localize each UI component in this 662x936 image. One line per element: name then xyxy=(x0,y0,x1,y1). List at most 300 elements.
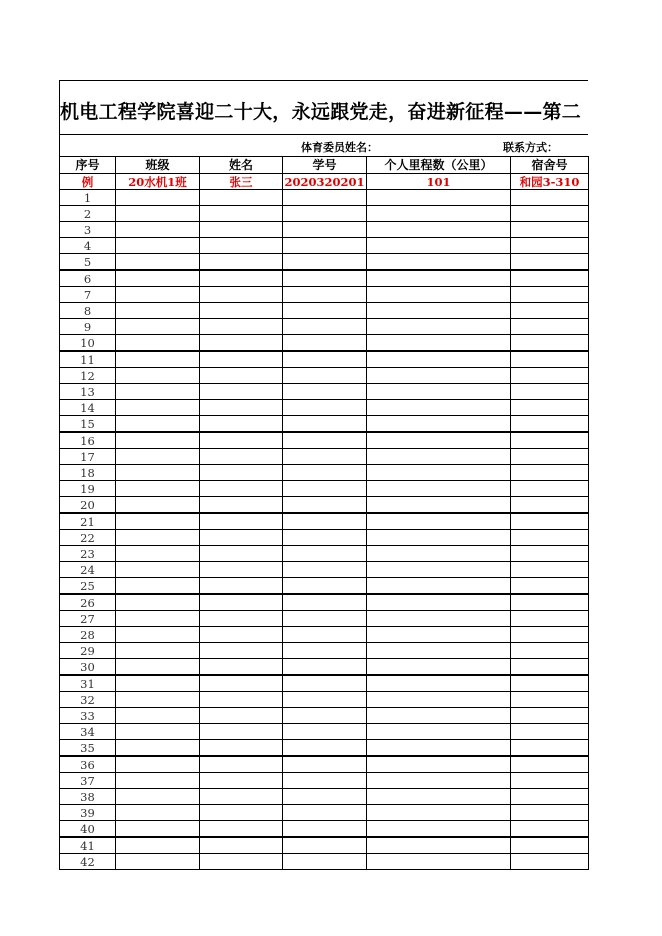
name-cell[interactable] xyxy=(200,692,283,708)
name-cell[interactable] xyxy=(200,416,283,433)
table-row xyxy=(60,805,589,821)
class-cell[interactable] xyxy=(116,497,200,514)
mileage-cell[interactable] xyxy=(367,627,511,643)
student-id-cell[interactable] xyxy=(283,368,367,384)
mileage-cell[interactable] xyxy=(367,562,511,578)
class-cell[interactable] xyxy=(116,222,200,238)
row-index-cell[interactable]: 35 xyxy=(60,740,116,757)
dorm-cell[interactable] xyxy=(511,708,589,724)
dorm-cell[interactable] xyxy=(511,578,589,595)
class-cell[interactable] xyxy=(116,708,200,724)
dorm-cell[interactable] xyxy=(511,530,589,546)
mileage-cell[interactable] xyxy=(367,254,511,271)
name-cell[interactable] xyxy=(200,854,283,870)
mileage-cell[interactable] xyxy=(367,578,511,595)
table-row xyxy=(60,530,589,546)
example-name[interactable]: 张三 xyxy=(200,174,283,190)
student-id-cell[interactable] xyxy=(283,627,367,643)
class-cell[interactable] xyxy=(116,513,200,530)
name-cell[interactable] xyxy=(200,724,283,740)
dorm-cell[interactable] xyxy=(511,368,589,384)
dorm-cell[interactable] xyxy=(511,222,589,238)
class-cell[interactable] xyxy=(116,384,200,400)
class-cell[interactable] xyxy=(116,756,200,773)
row-index-cell[interactable]: 5 xyxy=(60,254,116,271)
mileage-cell[interactable] xyxy=(367,513,511,530)
row-index-cell[interactable]: 17 xyxy=(60,449,116,465)
class-cell[interactable] xyxy=(116,594,200,611)
table-row xyxy=(60,416,589,433)
row-index-cell[interactable]: 3 xyxy=(60,222,116,238)
table-row xyxy=(60,190,589,206)
column-header-name[interactable]: 姓名 xyxy=(200,157,283,174)
student-id-cell[interactable] xyxy=(283,611,367,627)
class-cell[interactable] xyxy=(116,675,200,692)
class-cell[interactable] xyxy=(116,287,200,303)
mileage-cell[interactable] xyxy=(367,190,511,206)
student-id-cell[interactable] xyxy=(283,432,367,449)
mileage-cell[interactable] xyxy=(367,724,511,740)
mileage-cell[interactable] xyxy=(367,594,511,611)
student-id-cell[interactable] xyxy=(283,805,367,821)
row-index-cell[interactable]: 25 xyxy=(60,578,116,595)
dorm-cell[interactable] xyxy=(511,254,589,271)
mileage-cell[interactable] xyxy=(367,465,511,481)
row-index-cell[interactable]: 30 xyxy=(60,659,116,676)
mileage-cell[interactable] xyxy=(367,222,511,238)
row-index-cell[interactable]: 26 xyxy=(60,594,116,611)
contact-label: 联系方式： xyxy=(503,141,558,154)
class-cell[interactable] xyxy=(116,351,200,368)
class-cell[interactable] xyxy=(116,238,200,254)
dorm-cell[interactable] xyxy=(511,190,589,206)
name-cell[interactable] xyxy=(200,287,283,303)
mileage-cell[interactable] xyxy=(367,659,511,676)
student-id-cell[interactable] xyxy=(283,530,367,546)
dorm-cell[interactable] xyxy=(511,789,589,805)
header-row xyxy=(60,157,589,174)
table-row xyxy=(60,481,589,497)
class-cell[interactable] xyxy=(116,578,200,595)
class-cell[interactable] xyxy=(116,789,200,805)
table-row xyxy=(60,384,589,400)
example-student-id[interactable]: 2020320201 xyxy=(284,174,365,189)
class-cell[interactable] xyxy=(116,659,200,676)
dorm-cell[interactable] xyxy=(511,821,589,838)
student-id-cell[interactable] xyxy=(283,854,367,870)
row-index-cell[interactable]: 16 xyxy=(60,432,116,449)
table-row xyxy=(60,497,589,514)
student-id-cell[interactable] xyxy=(283,821,367,838)
class-cell[interactable] xyxy=(116,821,200,838)
table-row xyxy=(60,238,589,254)
class-cell[interactable] xyxy=(116,190,200,206)
mileage-cell[interactable] xyxy=(367,805,511,821)
student-id-cell[interactable] xyxy=(283,351,367,368)
dorm-cell[interactable] xyxy=(511,611,589,627)
class-cell[interactable] xyxy=(116,303,200,319)
student-id-cell[interactable] xyxy=(283,400,367,416)
name-cell[interactable] xyxy=(200,578,283,595)
student-id-cell[interactable] xyxy=(283,287,367,303)
student-id-cell[interactable] xyxy=(283,465,367,481)
name-cell[interactable] xyxy=(200,546,283,562)
column-header-dorm[interactable]: 宿舍号 xyxy=(511,157,589,174)
table-row xyxy=(60,270,589,287)
student-id-cell[interactable] xyxy=(283,773,367,789)
dorm-cell[interactable] xyxy=(511,594,589,611)
dorm-cell[interactable] xyxy=(511,675,589,692)
mileage-cell[interactable] xyxy=(367,708,511,724)
example-class[interactable]: 20水机1班 xyxy=(116,174,200,190)
dorm-cell[interactable] xyxy=(511,449,589,465)
name-cell[interactable] xyxy=(200,513,283,530)
row-index-cell[interactable]: 31 xyxy=(60,675,116,692)
student-id-cell[interactable] xyxy=(283,546,367,562)
student-id-cell[interactable] xyxy=(283,756,367,773)
dorm-cell[interactable] xyxy=(511,854,589,870)
dorm-cell[interactable] xyxy=(511,335,589,352)
dorm-cell[interactable] xyxy=(511,416,589,433)
name-cell[interactable] xyxy=(200,465,283,481)
name-cell[interactable] xyxy=(200,675,283,692)
name-cell[interactable] xyxy=(200,432,283,449)
name-cell[interactable] xyxy=(200,368,283,384)
row-index-cell[interactable]: 12 xyxy=(60,368,116,384)
student-id-cell[interactable] xyxy=(283,449,367,465)
name-cell[interactable] xyxy=(200,449,283,465)
name-cell[interactable] xyxy=(200,335,283,352)
row-index-cell[interactable]: 32 xyxy=(60,692,116,708)
class-cell[interactable] xyxy=(116,611,200,627)
class-cell[interactable] xyxy=(116,854,200,870)
column-header-student-id[interactable]: 学号 xyxy=(283,157,367,174)
name-cell[interactable] xyxy=(200,562,283,578)
student-id-cell[interactable] xyxy=(283,319,367,335)
table-row xyxy=(60,837,589,854)
row-index-cell[interactable]: 2 xyxy=(60,206,116,222)
name-cell[interactable] xyxy=(200,611,283,627)
student-id-cell[interactable] xyxy=(283,497,367,514)
student-id-cell[interactable] xyxy=(283,837,367,854)
class-cell[interactable] xyxy=(116,546,200,562)
class-cell[interactable] xyxy=(116,270,200,287)
class-cell[interactable] xyxy=(116,562,200,578)
mileage-cell[interactable] xyxy=(367,675,511,692)
row-index-cell[interactable]: 14 xyxy=(60,400,116,416)
table-row xyxy=(60,254,589,271)
table-row xyxy=(60,611,589,627)
dorm-cell[interactable] xyxy=(511,351,589,368)
table-row xyxy=(60,627,589,643)
name-cell[interactable] xyxy=(200,594,283,611)
mileage-cell[interactable] xyxy=(367,789,511,805)
class-cell[interactable] xyxy=(116,805,200,821)
row-index-cell[interactable]: 24 xyxy=(60,562,116,578)
dorm-cell[interactable] xyxy=(511,546,589,562)
dorm-cell[interactable] xyxy=(511,724,589,740)
class-cell[interactable] xyxy=(116,368,200,384)
dorm-cell[interactable] xyxy=(511,497,589,514)
dorm-cell[interactable] xyxy=(511,400,589,416)
table-row xyxy=(60,319,589,335)
mileage-cell[interactable] xyxy=(367,335,511,352)
column-header-index[interactable]: 序号 xyxy=(60,157,116,174)
title-cell[interactable] xyxy=(59,80,588,134)
class-cell[interactable] xyxy=(116,692,200,708)
dorm-cell[interactable] xyxy=(511,513,589,530)
name-cell[interactable] xyxy=(200,805,283,821)
class-cell[interactable] xyxy=(116,530,200,546)
dorm-cell[interactable] xyxy=(511,627,589,643)
mileage-cell[interactable] xyxy=(367,400,511,416)
student-id-cell[interactable] xyxy=(283,675,367,692)
row-index-cell[interactable]: 18 xyxy=(60,465,116,481)
class-cell[interactable] xyxy=(116,643,200,659)
dorm-cell[interactable] xyxy=(511,805,589,821)
dorm-cell[interactable] xyxy=(511,481,589,497)
class-cell[interactable] xyxy=(116,254,200,271)
row-index-cell[interactable]: 11 xyxy=(60,351,116,368)
name-cell[interactable] xyxy=(200,222,283,238)
mileage-cell[interactable] xyxy=(367,837,511,854)
mileage-cell[interactable] xyxy=(367,351,511,368)
student-id-cell[interactable] xyxy=(283,416,367,433)
dorm-cell[interactable] xyxy=(511,206,589,222)
name-cell[interactable] xyxy=(200,789,283,805)
dorm-cell[interactable] xyxy=(511,238,589,254)
mileage-cell[interactable] xyxy=(367,756,511,773)
mileage-cell[interactable] xyxy=(367,821,511,838)
name-cell[interactable] xyxy=(200,740,283,757)
row-index-cell[interactable]: 40 xyxy=(60,821,116,838)
mileage-cell[interactable] xyxy=(367,449,511,465)
name-cell[interactable] xyxy=(200,270,283,287)
dorm-cell[interactable] xyxy=(511,643,589,659)
row-index-cell[interactable]: 15 xyxy=(60,416,116,433)
dorm-cell[interactable] xyxy=(511,773,589,789)
table-row xyxy=(60,756,589,773)
student-id-cell[interactable] xyxy=(283,594,367,611)
row-index-cell[interactable]: 4 xyxy=(60,238,116,254)
row-index-cell[interactable]: 29 xyxy=(60,643,116,659)
mileage-cell[interactable] xyxy=(367,319,511,335)
name-cell[interactable] xyxy=(200,190,283,206)
column-header-mileage[interactable]: 个人里程数（公里） xyxy=(367,157,511,174)
name-cell[interactable] xyxy=(200,643,283,659)
class-cell[interactable] xyxy=(116,724,200,740)
mileage-cell[interactable] xyxy=(367,303,511,319)
class-cell[interactable] xyxy=(116,416,200,433)
mileage-cell[interactable] xyxy=(367,270,511,287)
row-index-cell[interactable]: 10 xyxy=(60,335,116,352)
table-row xyxy=(60,351,589,368)
row-index-cell[interactable]: 7 xyxy=(60,287,116,303)
example-dorm[interactable]: 和园3-310 xyxy=(511,174,589,190)
student-id-cell[interactable] xyxy=(283,789,367,805)
dorm-cell[interactable] xyxy=(511,270,589,287)
mileage-cell[interactable] xyxy=(367,368,511,384)
dorm-cell[interactable] xyxy=(511,562,589,578)
mileage-cell[interactable] xyxy=(367,287,511,303)
row-index-cell[interactable]: 22 xyxy=(60,530,116,546)
mileage-cell[interactable] xyxy=(367,238,511,254)
class-cell[interactable] xyxy=(116,319,200,335)
dorm-cell[interactable] xyxy=(511,756,589,773)
student-id-cell[interactable] xyxy=(283,335,367,352)
row-index-cell[interactable]: 13 xyxy=(60,384,116,400)
student-id-cell[interactable] xyxy=(283,303,367,319)
class-cell[interactable] xyxy=(116,432,200,449)
table-row xyxy=(60,578,589,595)
table-row xyxy=(60,724,589,740)
student-id-cell[interactable] xyxy=(283,238,367,254)
row-index-cell[interactable]: 36 xyxy=(60,756,116,773)
student-id-cell[interactable] xyxy=(283,513,367,530)
student-id-cell[interactable] xyxy=(283,562,367,578)
row-index-cell[interactable]: 41 xyxy=(60,837,116,854)
name-cell[interactable] xyxy=(200,206,283,222)
mileage-cell[interactable] xyxy=(367,416,511,433)
student-id-cell[interactable] xyxy=(283,481,367,497)
dorm-cell[interactable] xyxy=(511,692,589,708)
mileage-cell[interactable] xyxy=(367,206,511,222)
row-index-cell[interactable]: 37 xyxy=(60,773,116,789)
pe-committee-name-label: 体育委员姓名： xyxy=(301,141,378,154)
name-cell[interactable] xyxy=(200,384,283,400)
table-row xyxy=(60,287,589,303)
dorm-cell[interactable] xyxy=(511,384,589,400)
name-cell[interactable] xyxy=(200,659,283,676)
row-index-cell[interactable]: 42 xyxy=(60,854,116,870)
row-index-cell[interactable]: 21 xyxy=(60,513,116,530)
row-index-cell[interactable]: 27 xyxy=(60,611,116,627)
mileage-cell[interactable] xyxy=(367,643,511,659)
student-id-cell[interactable] xyxy=(283,270,367,287)
name-cell[interactable] xyxy=(200,837,283,854)
student-id-cell[interactable] xyxy=(283,740,367,757)
spreadsheet xyxy=(59,80,588,870)
row-index-cell[interactable]: 23 xyxy=(60,546,116,562)
class-cell[interactable] xyxy=(116,400,200,416)
table-row xyxy=(60,675,589,692)
row-index-cell[interactable]: 34 xyxy=(60,724,116,740)
table-row xyxy=(60,546,589,562)
name-cell[interactable] xyxy=(200,530,283,546)
mileage-cell[interactable] xyxy=(367,384,511,400)
row-index-cell[interactable]: 6 xyxy=(60,270,116,287)
mileage-cell[interactable] xyxy=(367,773,511,789)
row-index-cell[interactable]: 1 xyxy=(60,190,116,206)
name-cell[interactable] xyxy=(200,238,283,254)
student-id-cell[interactable] xyxy=(283,659,367,676)
dorm-cell[interactable] xyxy=(511,837,589,854)
student-id-cell[interactable] xyxy=(283,222,367,238)
mileage-cell[interactable] xyxy=(367,481,511,497)
row-index-cell[interactable]: 20 xyxy=(60,497,116,514)
student-id-cell[interactable] xyxy=(283,643,367,659)
sheet-title: 机电工程学院喜迎二十大，永远跟党走，奋进新征程——第二 xyxy=(60,101,582,123)
example-index[interactable]: 例 xyxy=(60,174,116,190)
dorm-cell[interactable] xyxy=(511,740,589,757)
table-row xyxy=(60,643,589,659)
row-index-cell[interactable]: 38 xyxy=(60,789,116,805)
class-cell[interactable] xyxy=(116,773,200,789)
table-row xyxy=(60,222,589,238)
student-id-cell[interactable] xyxy=(283,708,367,724)
class-cell[interactable] xyxy=(116,206,200,222)
class-cell[interactable] xyxy=(116,627,200,643)
name-cell[interactable] xyxy=(200,773,283,789)
student-id-cell[interactable] xyxy=(283,254,367,271)
name-cell[interactable] xyxy=(200,821,283,838)
dorm-cell[interactable] xyxy=(511,432,589,449)
name-cell[interactable] xyxy=(200,400,283,416)
dorm-cell[interactable] xyxy=(511,319,589,335)
table-row xyxy=(60,206,589,222)
row-index-cell[interactable]: 33 xyxy=(60,708,116,724)
row-index-cell[interactable]: 28 xyxy=(60,627,116,643)
student-id-cell[interactable] xyxy=(283,384,367,400)
example-row xyxy=(60,174,589,190)
dorm-cell[interactable] xyxy=(511,659,589,676)
row-index-cell[interactable]: 9 xyxy=(60,319,116,335)
row-index-cell[interactable]: 39 xyxy=(60,805,116,821)
dorm-cell[interactable] xyxy=(511,465,589,481)
row-index-cell[interactable]: 8 xyxy=(60,303,116,319)
name-cell[interactable] xyxy=(200,319,283,335)
mileage-cell[interactable] xyxy=(367,854,511,870)
student-id-cell[interactable] xyxy=(283,578,367,595)
dorm-cell[interactable] xyxy=(511,303,589,319)
table-row xyxy=(60,303,589,319)
student-id-cell[interactable] xyxy=(283,190,367,206)
dorm-cell[interactable] xyxy=(511,287,589,303)
name-cell[interactable] xyxy=(200,351,283,368)
student-id-cell[interactable] xyxy=(283,692,367,708)
row-index-cell[interactable]: 19 xyxy=(60,481,116,497)
name-cell[interactable] xyxy=(200,627,283,643)
name-cell[interactable] xyxy=(200,497,283,514)
mileage-cell[interactable] xyxy=(367,546,511,562)
student-id-cell[interactable] xyxy=(283,724,367,740)
class-cell[interactable] xyxy=(116,449,200,465)
class-cell[interactable] xyxy=(116,465,200,481)
class-cell[interactable] xyxy=(116,481,200,497)
mileage-cell[interactable] xyxy=(367,497,511,514)
class-cell[interactable] xyxy=(116,740,200,757)
name-cell[interactable] xyxy=(200,481,283,497)
example-mileage[interactable]: 101 xyxy=(367,174,511,190)
mileage-cell[interactable] xyxy=(367,692,511,708)
table-row xyxy=(60,659,589,676)
mileage-cell[interactable] xyxy=(367,740,511,757)
student-id-cell[interactable] xyxy=(283,206,367,222)
table-row xyxy=(60,789,589,805)
mileage-cell[interactable] xyxy=(367,432,511,449)
class-cell[interactable] xyxy=(116,335,200,352)
mileage-cell[interactable] xyxy=(367,611,511,627)
name-cell[interactable] xyxy=(200,254,283,271)
column-header-class[interactable]: 班级 xyxy=(116,157,200,174)
class-cell[interactable] xyxy=(116,837,200,854)
name-cell[interactable] xyxy=(200,756,283,773)
name-cell[interactable] xyxy=(200,708,283,724)
table-row xyxy=(60,368,589,384)
name-cell[interactable] xyxy=(200,303,283,319)
table-row xyxy=(60,449,589,465)
mileage-cell[interactable] xyxy=(367,530,511,546)
